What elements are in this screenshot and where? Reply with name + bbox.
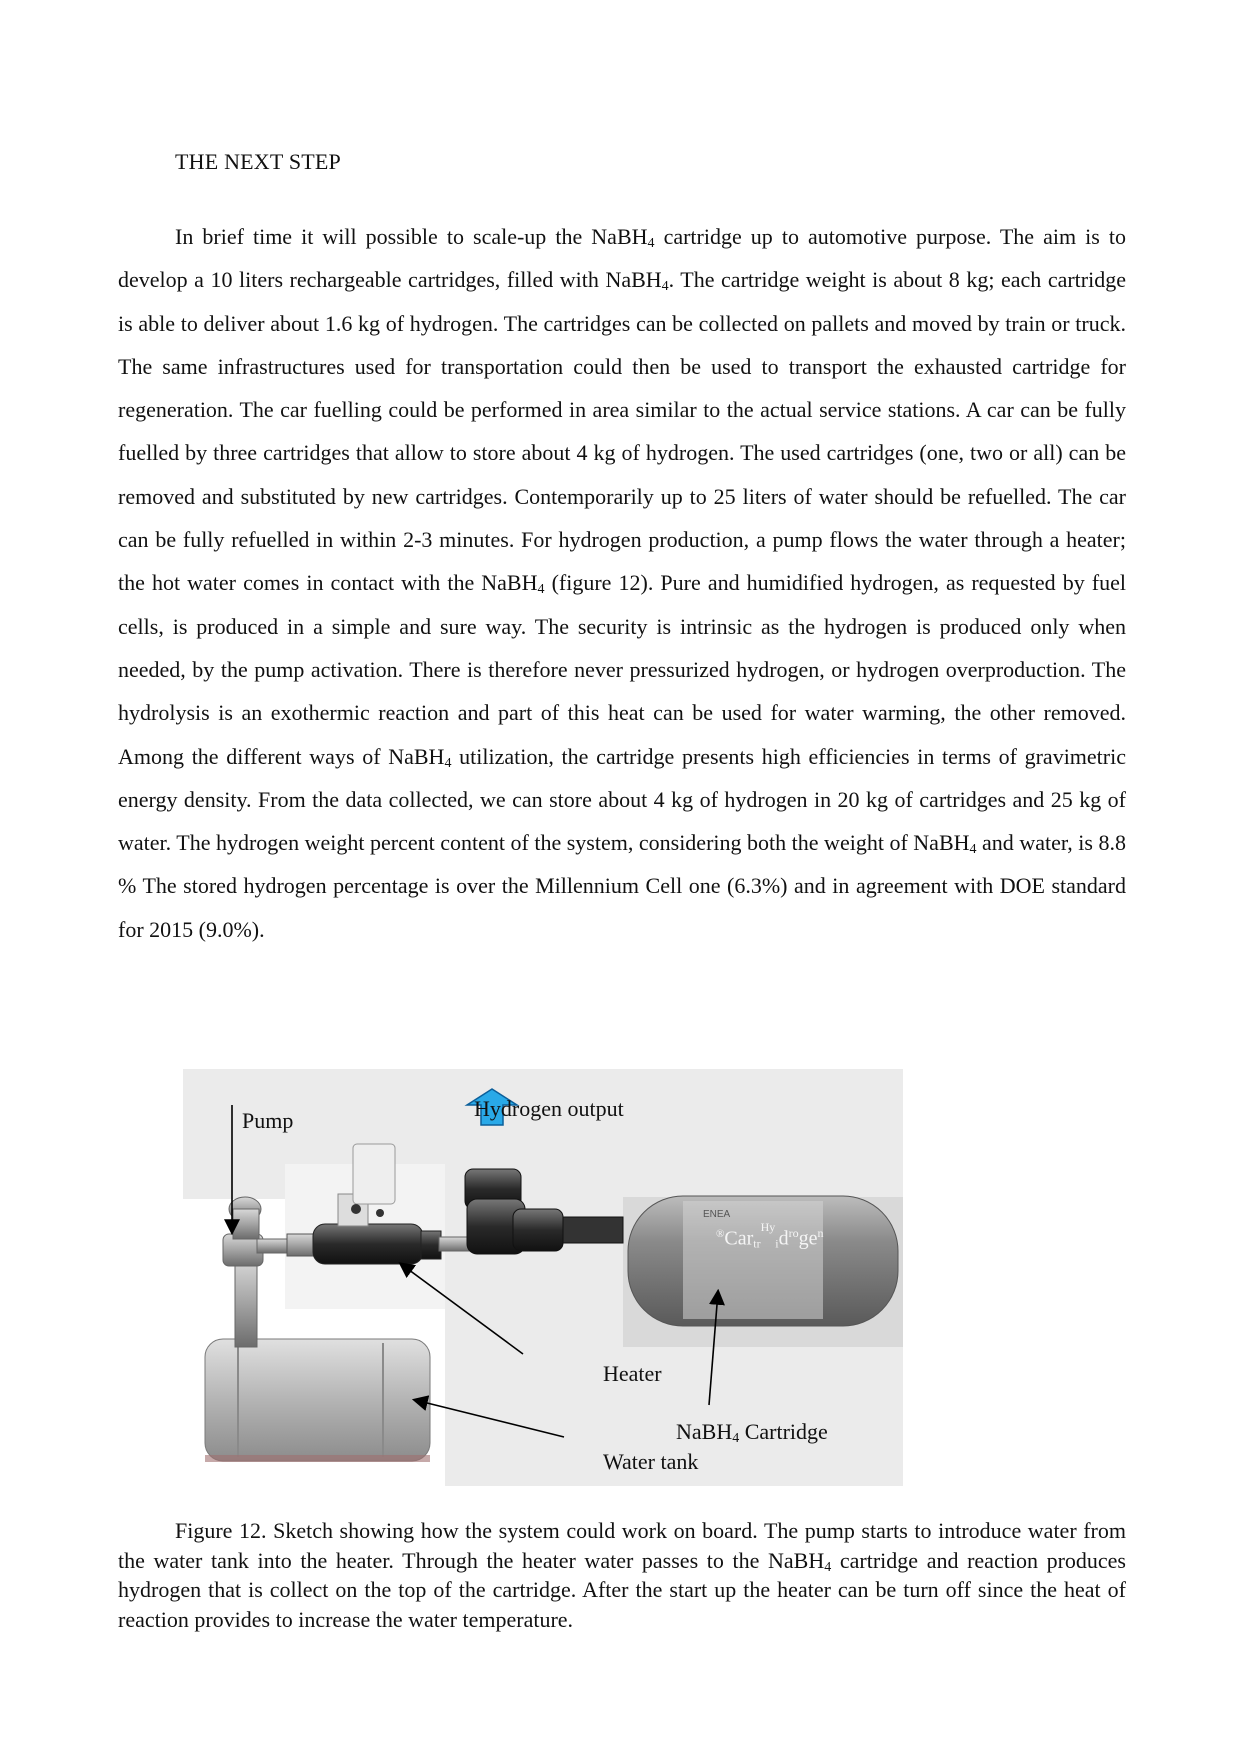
elbow-fitting: [465, 1169, 623, 1254]
water-tank-label: Water tank: [603, 1449, 699, 1474]
heater-label: Heater: [603, 1361, 662, 1386]
hydrogen-output-label: Hydrogen output: [474, 1096, 624, 1121]
pump-label: Pump: [242, 1108, 294, 1133]
body-paragraph: In brief time it will possible to scale-up the NaBH$_4$ cartridge up to automotive purpose. The aim is to develop a 10 liters rechargeable cartridges, filled with NaBH$_4$. The cartridge weight is about 8 kg; each cartridge is able to deliver about 1.6 kg of hydrogen. The cartridges can be collected on pallets and moved by train or truck. The same infrastructures used for transportation could then be used to transport the exhausted cartridge for regeneration. The car fuelling could be performed in area similar to the actual service stations. A car can be fully fuelled by three cartridges that allow to store about 4 kg of hydrogen. The used cartridges (one, two or all) can be removed and substituted by new cartridges. Contemporarily up to 25 liters of water should be refuelled. The car can be fully refuelled in within 2-3 minutes. For hydrogen production, a pump flows the water through a heater; the hot water comes in contact with the NaBH$_4$ (figure 12). Pure and humidified hydrogen, as requested by fuel cells, is produced in a simple and sure way. The security is intrinsic as the hydrogen is produced only when needed, by the pump activation. There is therefore never pressurized hydrogen, or hydrogen overproduction. The hydrolysis is an exothermic reaction and part of this heat can be used for water warming, the other removed. Among the different ways of NaBH$_4$ utilization, the cartridge presents high efficiencies in terms of gravimetric energy density. From the data collected, we can store about 4 kg of hydrogen in 20 kg of cartridges and 25 kg of water. The hydrogen weight percent content of the system, considering both the weight of NaBH$_4$ and water, is 8.8 % The stored hydrogen percentage is over the Millennium Cell one (6.3%) and in agreement with DOE standard for 2015 (9.0%).: [118, 224, 1127, 942]
figure-system-sketch: [183, 1069, 903, 1486]
figure-caption: Figure 12. Sketch showing how the system could work on board. The pump starts to introduce water from the water tank into the heater. Through the heater water passes to the NaBH$_4$ cartridge and reaction produces hydrogen that is collect on the top of the cartridge. After the start up the heater can be turn off since the heat of reaction provides to increase the water temperature.: [118, 1518, 1126, 1632]
cartridge-logo: $®Car_{tr}^{Hy}_id^{ro}ge^n$: [716, 1220, 824, 1251]
section-heading: THE NEXT STEP: [175, 149, 341, 174]
cartridge-brand: ENEA: [703, 1209, 731, 1220]
cartridge: [628, 1196, 898, 1326]
water-tank: [205, 1339, 430, 1462]
cartridge-label: NaBH$_4$ Cartridge: [676, 1419, 828, 1446]
